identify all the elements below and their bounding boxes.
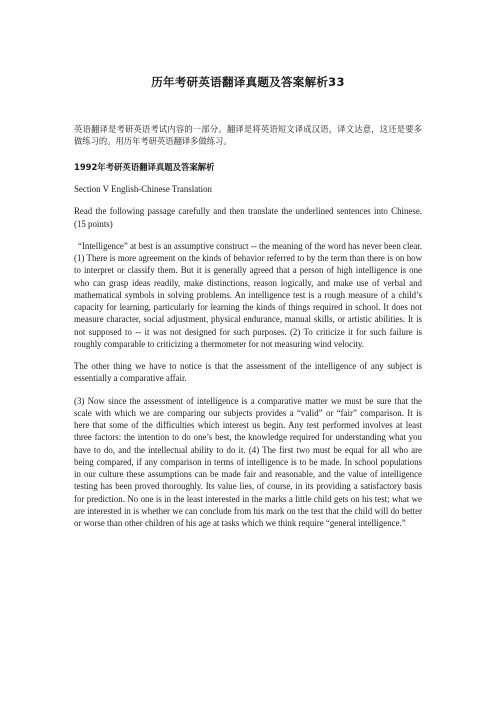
passage-paragraph-2: The other thing we have to notice is that the assessment of the intelligence of any subject is essentially a comparative affair. [74,361,422,384]
exam-subheading: 1992年考研英语翻译真题及答案解析 [74,161,215,172]
document-body [74,123,422,529]
passage-paragraph-3: (3) Now since the assessment of intelligence is a comparative matter we must be sure that the scale with which we are comparing our subjects provides a “valid” or “fair” comparison. It is here that some of the difficulties which interest us begin. Any test performed involves at least three factors: the intention to do one’s best, the knowledge required for understanding what you have to do, and the intellectual ability to do it. (4) The first two must be equal for all who are being compared, if any comparison in terms of intelligence is to be made. In school populations in our culture these assumptions can be made fair and reasonable, and the value of intelligence testing has been proved thoroughly. Its value lies, of course, in its providing a satisfactory basis for prediction. No one is in the least interested in the marks a little child gets on his test; what we are interested in is whether we can conclude from his mark on the test that the child will do better or worse than other children of his age at tasks which we think require “general intelligence.” [74,395,422,529]
intro-paragraph: 英语翻译是考研英语考试内容的一部分。翻译是将英语短文译成汉语，译文达意，这还是要多做练习的。用历年考研英语翻译多做练习。 [74,124,422,147]
page-title: 历年考研英语翻译真题及答案解析33 [151,75,345,89]
instructions-paragraph: Read the following passage carefully and then translate the underlined sentences into Chinese. (15 points) [74,206,422,229]
passage-paragraph-1: “Intelligence” at best is an assumptive construct -- the meaning of the word has never been clear. (1) There is more agreement on the kinds of behavior referred to by the term than there is on how to interpret or classify them. But it is generally agreed that a person of high intelligence is one who can grasp ideas readily, make distinctions, reason logically, and make use of verbal and mathematical symbols in solving problems. An intelligence test is a rough measure of a child’s capacity for learning, particularly for learning the kinds of things required in school. It does not measure character, social adjustment, physical endurance, manual skills, or artistic abilities. It is not supposed to -- it was not designed for such purposes. (2) To criticize it for such failure is roughly comparable to criticizing a thermometer for not measuring wind velocity. [74,240,422,349]
section-label: Section V English-Chinese Translation [74,184,212,195]
